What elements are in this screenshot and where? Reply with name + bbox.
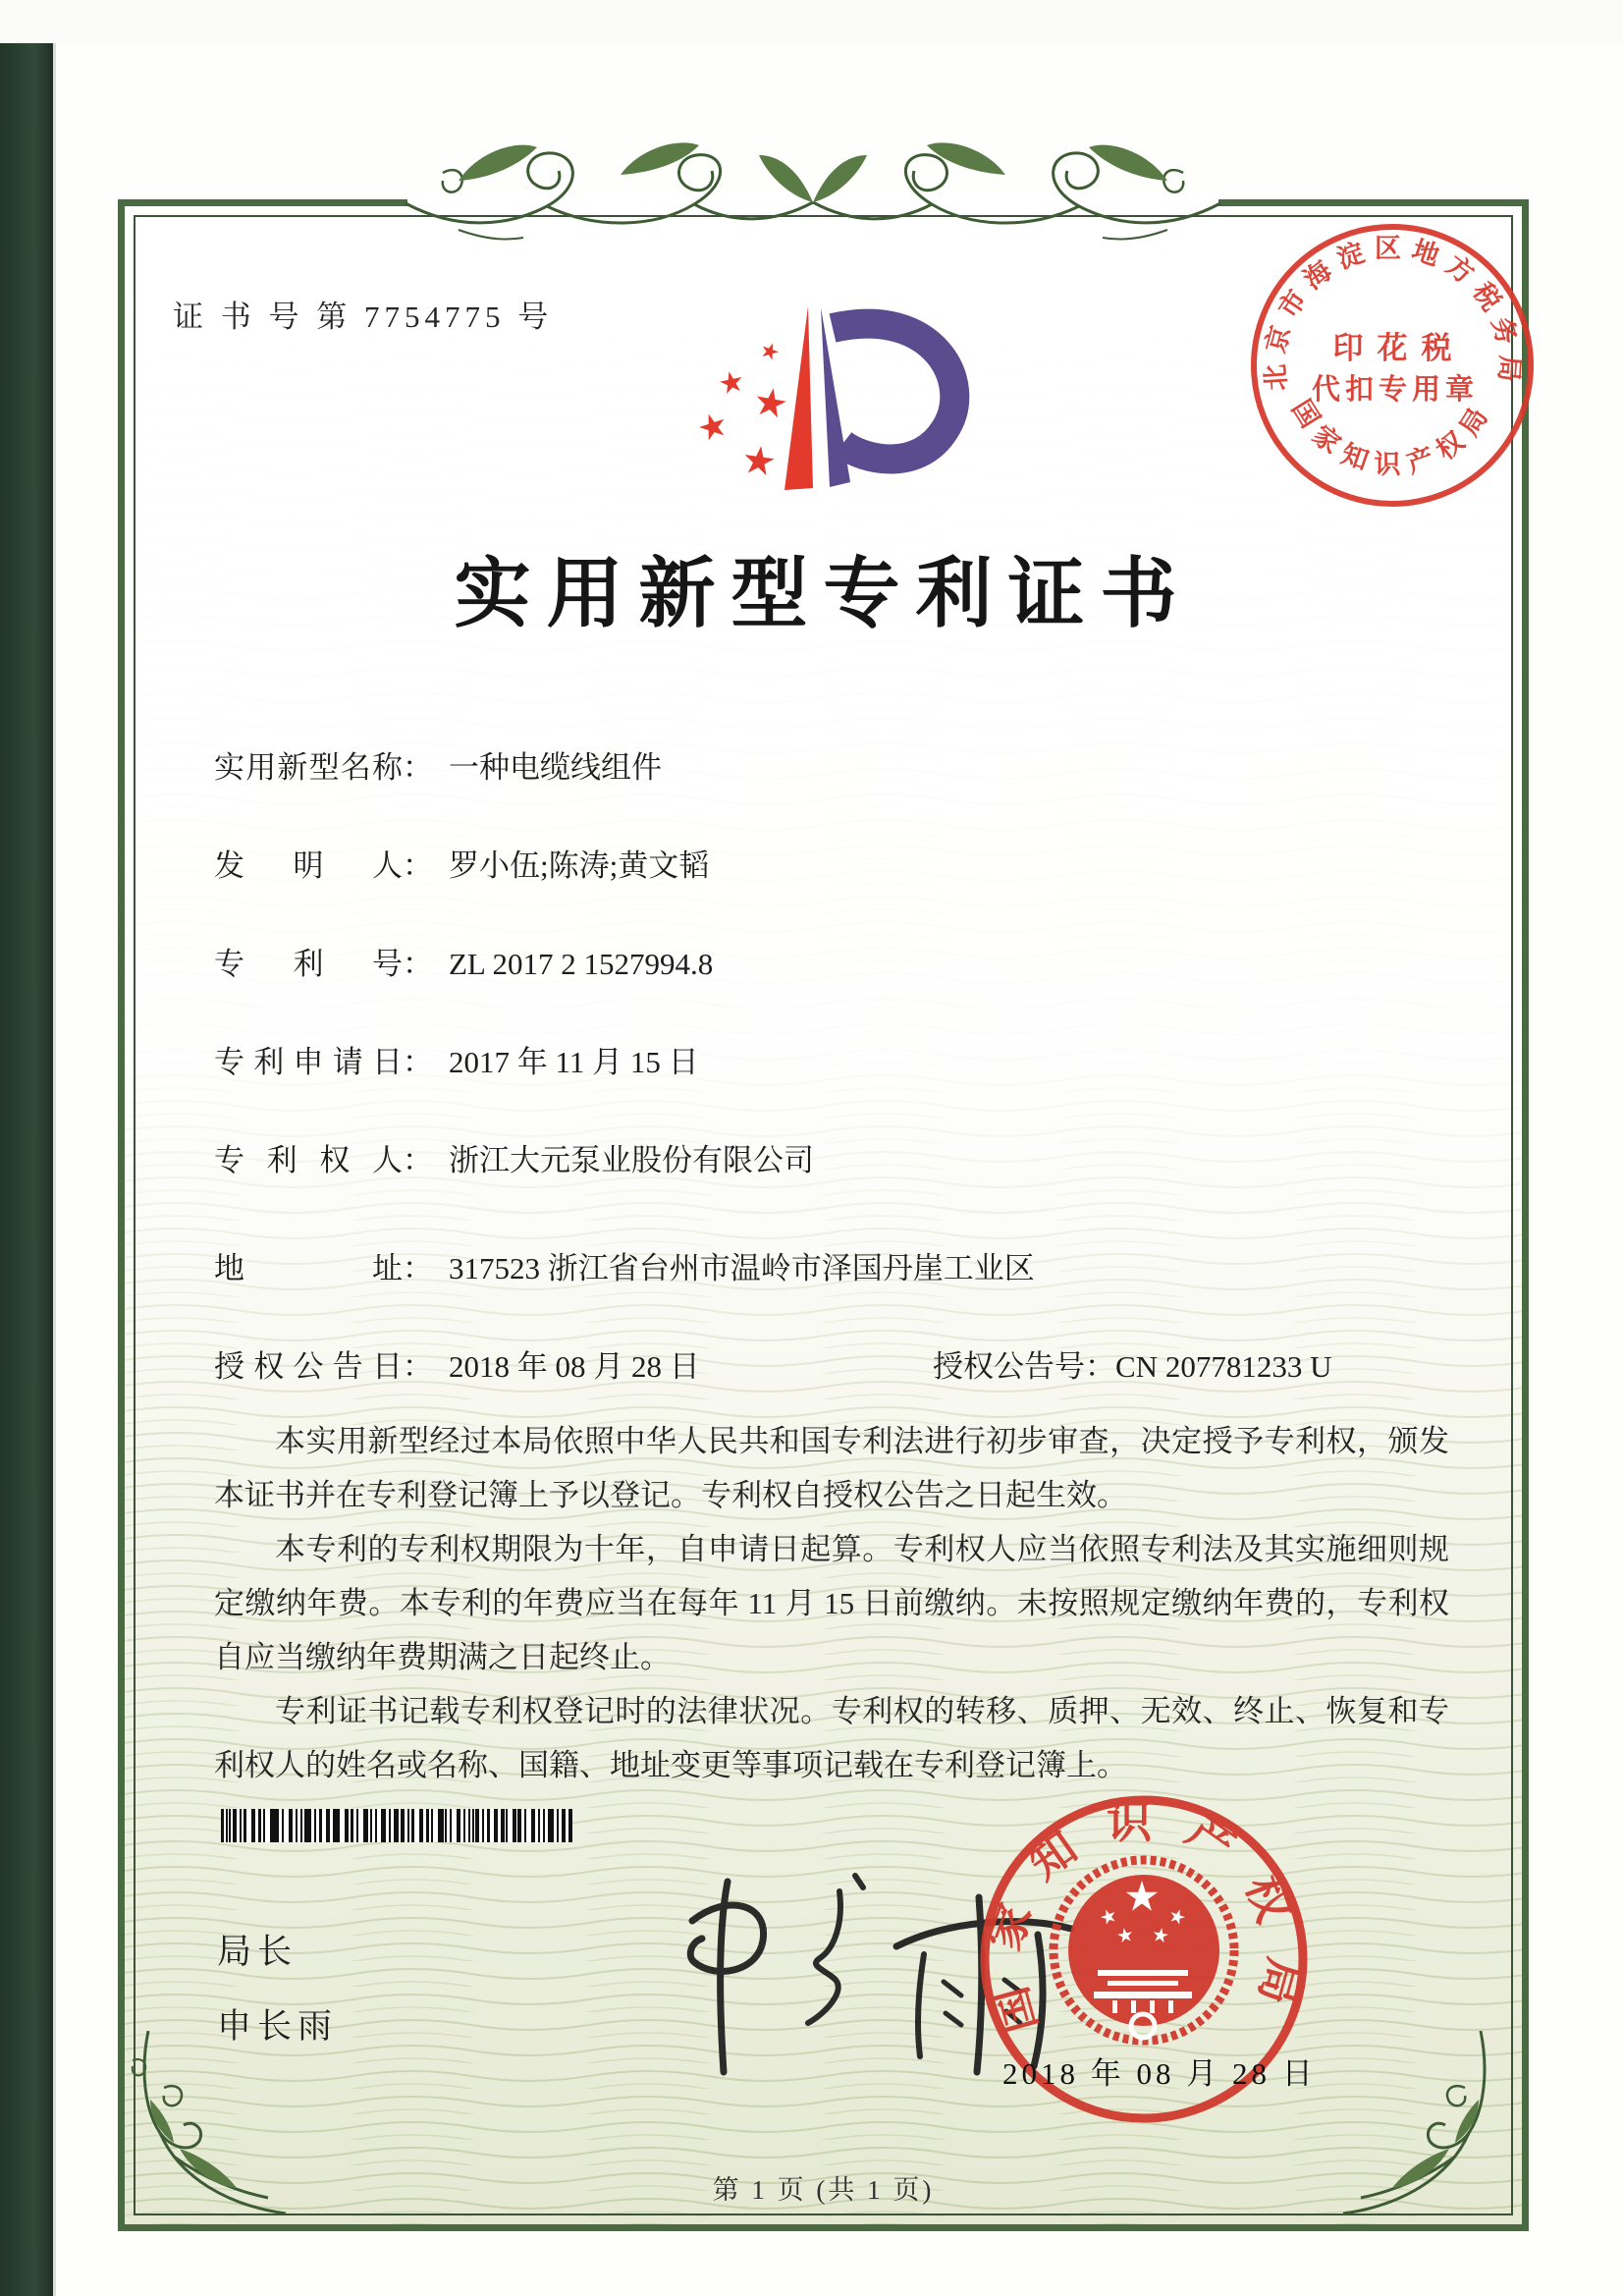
- field-colon: ：: [403, 1045, 433, 1079]
- field-value: 一种电缆线组件: [449, 750, 662, 785]
- field-grant-date: [214, 1341, 700, 1386]
- legal-paragraph-3: 专利证书记载专利权登记时的法律状况。专利权的转移、质押、无效、终止、恢复和专利权人的姓名或名称、国籍、地址变更等事项记载在专利登记簿上。: [214, 1694, 1449, 1782]
- field-value: ZL 2017 2 1527994.8: [449, 947, 714, 981]
- page-footer: 第 1 页 (共 1 页): [712, 2175, 935, 2205]
- field-label: 实用新型名称: [214, 750, 403, 785]
- barcode-bars-layer3: [221, 1809, 572, 1842]
- tax-stamp-center-line1: 印花税: [1332, 331, 1466, 365]
- cnipa-logo: [607, 289, 980, 503]
- field-value: 2017 年 11 月 15 日: [449, 1045, 699, 1079]
- field-colon: ：: [403, 1143, 433, 1177]
- field-label: 专利号: [214, 947, 403, 981]
- national-emblem: [1054, 1860, 1234, 2041]
- field-colon: ：: [403, 1349, 433, 1384]
- field-value: 2018 年 08 月 28 日: [449, 1349, 700, 1384]
- field-address: [214, 1243, 1035, 1287]
- field-value: 317523 浙江省台州市温岭市泽国丹崖工业区: [449, 1251, 1035, 1285]
- field-label: 发明人: [214, 848, 403, 883]
- field-label: 专利权人: [214, 1143, 403, 1177]
- field-colon: ：: [403, 848, 433, 883]
- director-title: 局长: [217, 1933, 298, 1971]
- field-colon: ：: [403, 1251, 433, 1285]
- certificate-title: 实用新型专利证书: [454, 551, 1193, 636]
- scan-top-edge: [0, 0, 1623, 45]
- field-patentee: [214, 1135, 814, 1179]
- tax-stamp: [1245, 218, 1540, 513]
- tax-stamp-ring-top-text: 北京市海淀区地方税务局: [1260, 233, 1525, 392]
- legal-paragraph-2: 本专利的专利权期限为十年，自申请日起算。专利权人应当依照专利法及其实施细则规定缴纳年费。本专利的年费应当在每年 11 月 15 日前缴纳。未按照规定缴纳年费的，专利权自应当缴纳年费期满之日起终止。: [214, 1532, 1449, 1674]
- svg-text:北京市海淀区地方税务局: [1260, 234, 1525, 392]
- field-application-date: [214, 1037, 699, 1081]
- field-label: 地址: [214, 1251, 403, 1285]
- field-value: 浙江大元泵业股份有限公司: [449, 1143, 814, 1177]
- field-label: 授权公告号: [933, 1349, 1085, 1384]
- tax-stamp-center-line2: 代扣专用章: [1311, 374, 1480, 406]
- top-scroll-ornament: [398, 112, 1228, 251]
- barcode: [221, 1809, 572, 1842]
- field-value: CN 207781233 U: [1115, 1349, 1332, 1384]
- field-grant-number: [933, 1341, 1331, 1386]
- field-colon: ：: [403, 750, 433, 785]
- director-name: 申长雨: [217, 2007, 339, 2046]
- certificate-folder-spine: [0, 43, 53, 2296]
- field-patent-number: [214, 939, 713, 983]
- seal-date: 2018 年 08 月 28 日: [1002, 2056, 1317, 2091]
- field-colon: ：: [403, 947, 433, 981]
- field-colon: ：: [1085, 1349, 1115, 1384]
- field-utility-model-name: [214, 742, 662, 787]
- field-value: 罗小伍;陈涛;黄文韬: [449, 848, 710, 883]
- field-inventors: [214, 841, 709, 885]
- tax-stamp-ring-bottom-text: 国家知识产权局: [1285, 394, 1499, 479]
- field-label: 授权公告日: [214, 1349, 403, 1384]
- field-label: 专利申请日: [214, 1045, 403, 1079]
- certificate-number: 证 书 号 第 7754775 号: [173, 300, 554, 334]
- legal-paragraph-1: 本实用新型经过本局依照中华人民共和国专利法进行初步审查，决定授予专利权，颁发本证书并在专利登记簿上予以登记。专利权自授权公告之日起生效。: [214, 1424, 1449, 1512]
- legal-text-block: [214, 1414, 1449, 1792]
- svg-text:国家知识产权局: [1286, 395, 1498, 479]
- seal-ring-text: 国家知识产权局: [977, 1797, 1311, 2039]
